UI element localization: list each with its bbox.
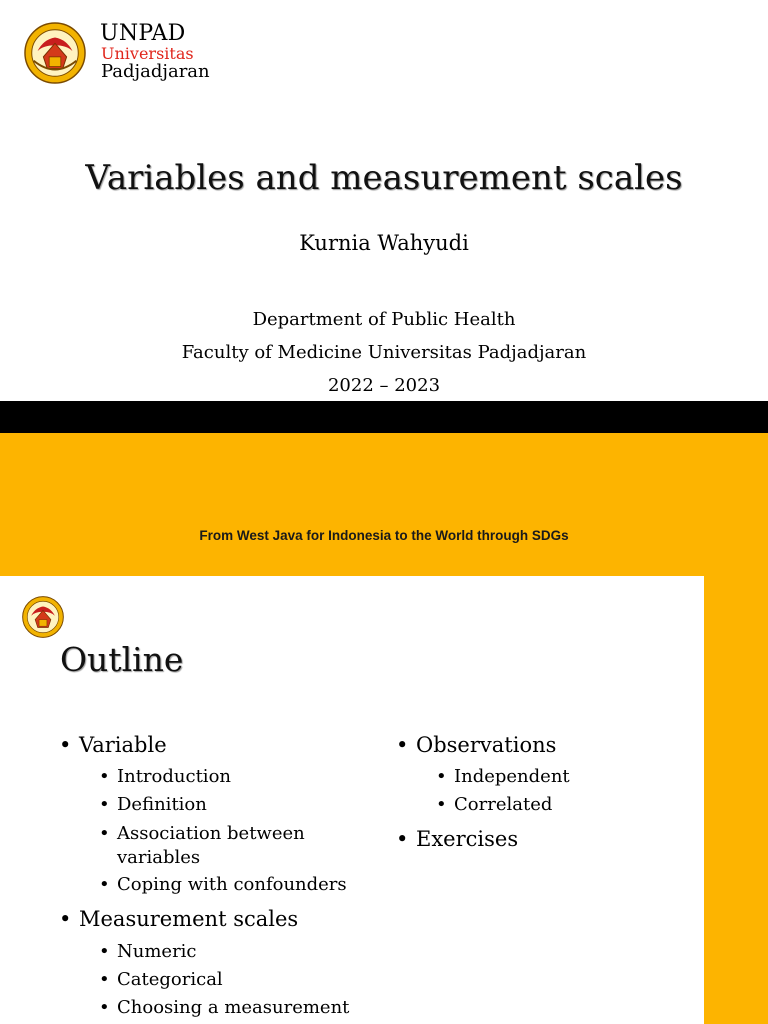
slide-title: Variables and measurement scales bbox=[85, 158, 683, 198]
brand-unpad: UNPAD bbox=[100, 21, 186, 46]
brand-padjadjaran: Padjadjaran bbox=[101, 61, 210, 82]
sub-item-numeric: • Numeric bbox=[117, 941, 197, 962]
author-name: Kurnia Wahyudi bbox=[299, 231, 469, 255]
faculty: Faculty of Medicine Universitas Padjadjaran bbox=[181, 342, 587, 363]
sub-item-definition: • Definition bbox=[117, 794, 207, 815]
tagline: From West Java for Indonesia to the World through SDGs bbox=[199, 528, 569, 543]
brand-universitas: Universitas bbox=[101, 44, 194, 63]
outline-item-variable: • Variable bbox=[79, 733, 167, 757]
yellow-side-bar bbox=[704, 576, 768, 1024]
sub-item-independent: • Independent bbox=[454, 766, 570, 787]
outline-slide bbox=[0, 576, 768, 1024]
sub-item-confounders: • Coping with confounders bbox=[117, 874, 347, 895]
outline-item-measurement-scales: • Measurement scales bbox=[79, 907, 298, 931]
sub-item-choosing: • Choosing a measurement bbox=[117, 997, 349, 1018]
black-band bbox=[0, 401, 768, 433]
yellow-band bbox=[0, 433, 768, 576]
sub-item-association: • Association between variables bbox=[117, 822, 332, 870]
sub-item-categorical: • Categorical bbox=[117, 969, 223, 990]
outline-title: Outline bbox=[60, 640, 184, 679]
sub-item-correlated: • Correlated bbox=[454, 794, 552, 815]
academic-year: 2022 – 2023 bbox=[327, 375, 441, 396]
department: Department of Public Health bbox=[252, 309, 516, 330]
unpad-logo-small-icon bbox=[22, 596, 64, 638]
outline-item-exercises: • Exercises bbox=[416, 827, 518, 851]
sub-item-introduction: • Introduction bbox=[117, 766, 231, 787]
unpad-logo-icon bbox=[24, 22, 86, 84]
outline-item-observations: • Observations bbox=[416, 733, 556, 757]
